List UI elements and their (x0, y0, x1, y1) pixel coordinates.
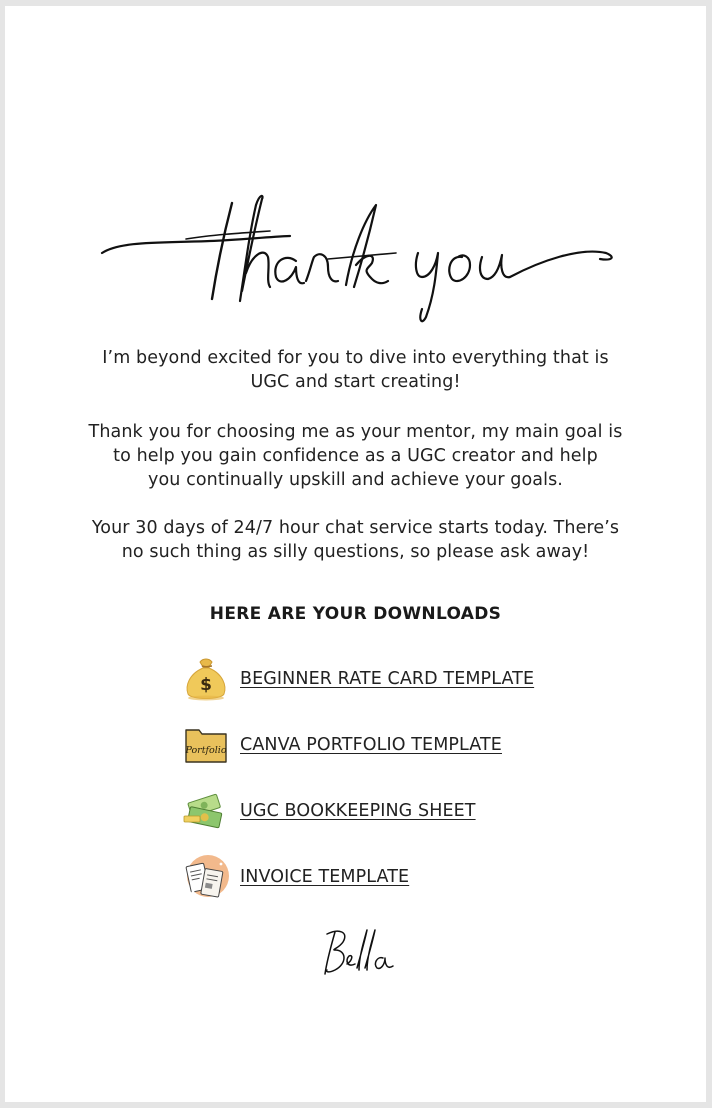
intro-paragraph-3 (5, 516, 706, 564)
paragraph-line: you continually upskill and achieve your goals. (148, 470, 563, 490)
document-page (5, 6, 706, 1102)
cash-stack-icon (181, 786, 231, 836)
money-bag-icon (181, 654, 231, 704)
intro-paragraph-1 (5, 346, 706, 394)
download-label: UGC BOOKKEEPING SHEET (240, 801, 476, 821)
paragraph-line: no such thing as silly questions, so please ask away! (121, 542, 590, 562)
svg-text:$: $ (200, 675, 212, 695)
portfolio-icon-text: Portfolio (185, 745, 227, 756)
download-link-bookkeeping-sheet[interactable] (181, 786, 476, 836)
bella-signature (317, 924, 397, 980)
download-link-invoice-template[interactable] (181, 852, 409, 902)
download-label: INVOICE TEMPLATE (240, 867, 410, 887)
paragraph-line: I’m beyond excited for you to dive into everything that is (102, 348, 609, 368)
download-label: CANVA PORTFOLIO TEMPLATE (240, 735, 502, 755)
downloads-heading: HERE ARE YOUR DOWNLOADS (209, 604, 502, 624)
invoice-documents-icon (181, 852, 231, 902)
download-link-rate-card[interactable] (181, 654, 534, 704)
download-label: BEGINNER RATE CARD TEMPLATE (240, 669, 535, 689)
paragraph-line: Thank you for choosing me as your mentor, my main goal is (88, 422, 623, 442)
thank-you-script-heading (100, 191, 620, 331)
paragraph-line: UGC and start creating! (250, 372, 461, 392)
paragraph-line: Your 30 days of 24/7 hour chat service starts today. There’s (91, 518, 620, 538)
download-link-canva-portfolio[interactable] (181, 720, 502, 770)
intro-paragraph-2 (5, 420, 706, 492)
paragraph-line: to help you gain confidence as a UGC creator and help (113, 446, 598, 466)
portfolio-folder-icon (181, 720, 231, 770)
